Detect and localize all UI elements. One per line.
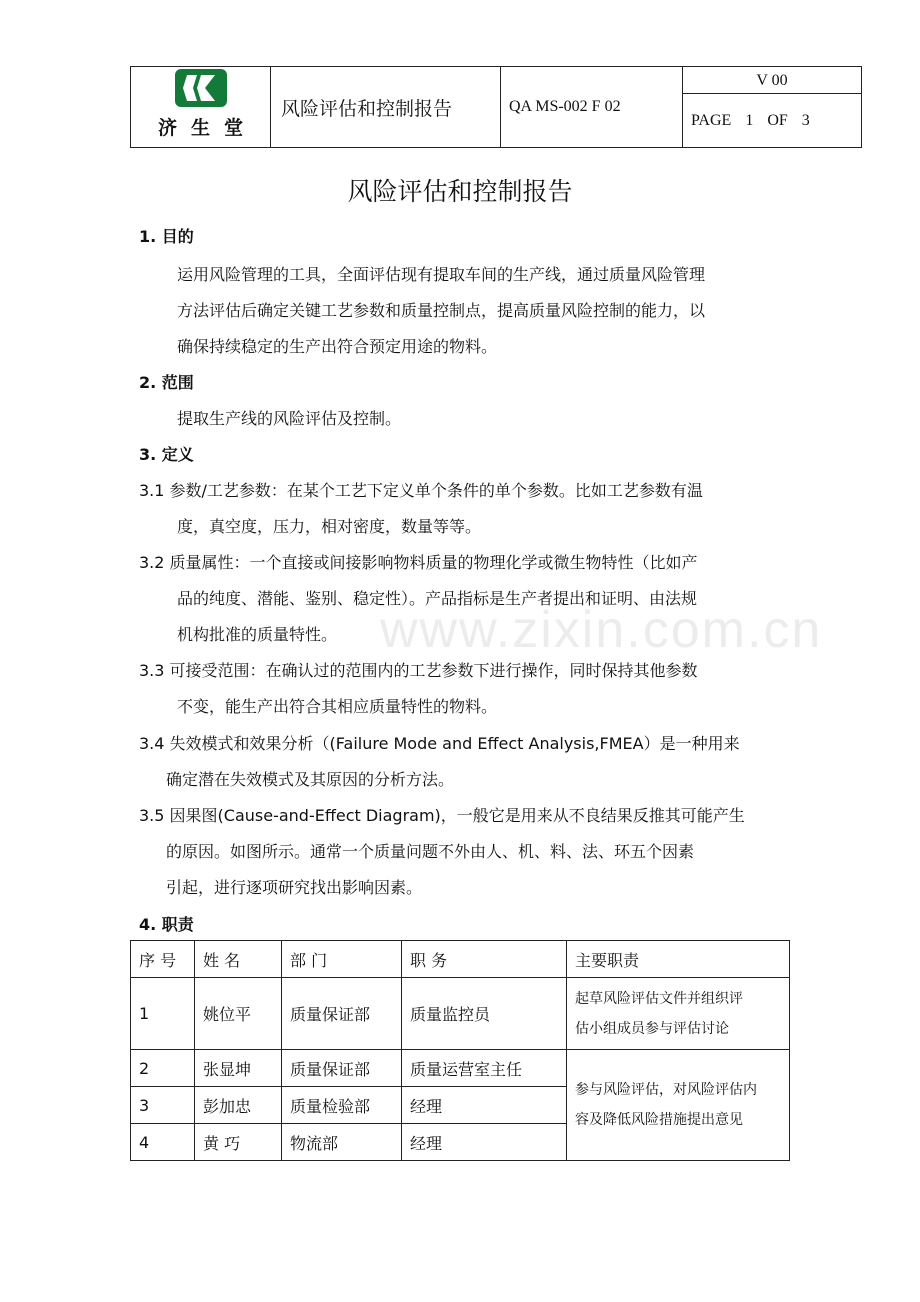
def-3-1-line-1: 3.1 参数/工艺参数：在某个工艺下定义单个条件的单个参数。比如工艺参数有温	[139, 481, 703, 500]
page-label: PAGE	[691, 112, 732, 129]
page-total: 3	[801, 112, 810, 129]
header-doc-code: QA MS-002 F 02	[501, 67, 683, 147]
cell-name: 姚位平	[195, 978, 282, 1050]
header-version: V 00	[683, 67, 861, 94]
def-3-2-line-2: 品的纯度、潜能、鉴别、稳定性）。产品指标是生产者提出和证明、由法规	[177, 589, 698, 608]
cell-no: 3	[131, 1087, 195, 1124]
cell-no: 4	[131, 1124, 195, 1161]
cell-duty	[567, 978, 790, 1050]
s1-line-1: 运用风险管理的工具，全面评估现有提取车间的生产线，通过质量风险管理	[177, 265, 706, 284]
cell-post: 经理	[402, 1124, 567, 1161]
company-logo-icon	[175, 69, 227, 107]
cell-dept: 质量保证部	[282, 1050, 402, 1087]
def-3-5-line-2: 的原因。如图所示。通常一个质量问题不外由人、机、料、法、环五个因素	[166, 842, 695, 861]
duty-2-line-2: 容及降低风险措施提出意见	[575, 1112, 743, 1128]
th-no: 序 号	[131, 941, 195, 978]
table-row	[131, 978, 790, 1050]
def-3-5-line-1: 3.5 因果图(Cause-and-Effect Diagram)，一般它是用来从不良结果反推其可能产生	[139, 806, 745, 825]
def-3-4-line-2: 确定潜在失效模式及其原因的分析方法。	[166, 770, 455, 789]
cell-dept: 质量保证部	[282, 978, 402, 1050]
th-dept: 部 门	[282, 941, 402, 978]
def-3-1-line-2: 度，真空度，压力，相对密度，数量等等。	[177, 517, 482, 536]
section-4-heading: 4. 职责	[139, 915, 194, 934]
cell-no: 1	[131, 978, 195, 1050]
cell-post: 经理	[402, 1087, 567, 1124]
th-name: 姓 名	[195, 941, 282, 978]
document-header	[130, 66, 862, 148]
def-3-3-line-2: 不变，能生产出符合其相应质量特性的物料。	[177, 697, 498, 716]
table-header-row	[131, 941, 790, 978]
def-3-4-line-1: 3.4 失效模式和效果分析（(Failure Mode and Effect Analysis,FMEA）是一种用来	[139, 734, 740, 753]
s1-line-2: 方法评估后确定关键工艺参数和质量控制点，提高质量风险控制的能力，以	[177, 301, 706, 320]
table-row	[131, 1050, 790, 1087]
section-3-heading: 3. 定义	[139, 445, 194, 464]
cell-post: 质量运营室主任	[402, 1050, 567, 1087]
th-post: 职 务	[402, 941, 567, 978]
cell-dept: 质量检验部	[282, 1087, 402, 1124]
of-label: OF	[767, 112, 788, 129]
cell-duty-merged	[567, 1050, 790, 1161]
cell-no: 2	[131, 1050, 195, 1087]
def-3-3-line-1: 3.3 可接受范围：在确认过的范围内的工艺参数下进行操作，同时保持其他参数	[139, 661, 698, 680]
s1-line-3: 确保持续稳定的生产出符合预定用途的物料。	[177, 337, 498, 356]
watermark: www.zixin.com.cn	[380, 601, 823, 659]
cell-name: 彭加忠	[195, 1087, 282, 1124]
duties-table	[130, 940, 790, 1161]
cell-post: 质量监控员	[402, 978, 567, 1050]
header-page-info	[683, 94, 861, 147]
duty-1-line-1: 起草风险评估文件并组织评	[575, 990, 743, 1007]
cell-name: 黄 巧	[195, 1124, 282, 1161]
duty-1-line-2: 估小组成员参与评估讨论	[575, 1020, 729, 1037]
cell-dept: 物流部	[282, 1124, 402, 1161]
section-1-heading: 1. 目的	[139, 227, 194, 246]
logo-text: 济生堂	[157, 116, 257, 139]
cell-name: 张显坤	[195, 1050, 282, 1087]
header-doc-name: 风险评估和控制报告	[271, 67, 501, 147]
def-3-5-line-3: 引起，进行逐项研究找出影响因素。	[166, 878, 423, 897]
section-2-heading: 2. 范围	[139, 373, 194, 392]
duty-2-line-1: 参与风险评估，对风险评估内	[575, 1082, 757, 1098]
page-number: 1	[745, 112, 754, 129]
s2-line: 提取生产线的风险评估及控制。	[177, 409, 402, 428]
def-3-2-line-3: 机构批准的质量特性。	[177, 625, 338, 644]
def-3-2-line-1: 3.2 质量属性：一个直接或间接影响物料质量的物理化学或微生物特性（比如产	[139, 553, 698, 572]
logo-cell	[131, 67, 271, 147]
page-title: 风险评估和控制报告	[347, 177, 573, 206]
th-duty: 主要职责	[567, 941, 790, 978]
